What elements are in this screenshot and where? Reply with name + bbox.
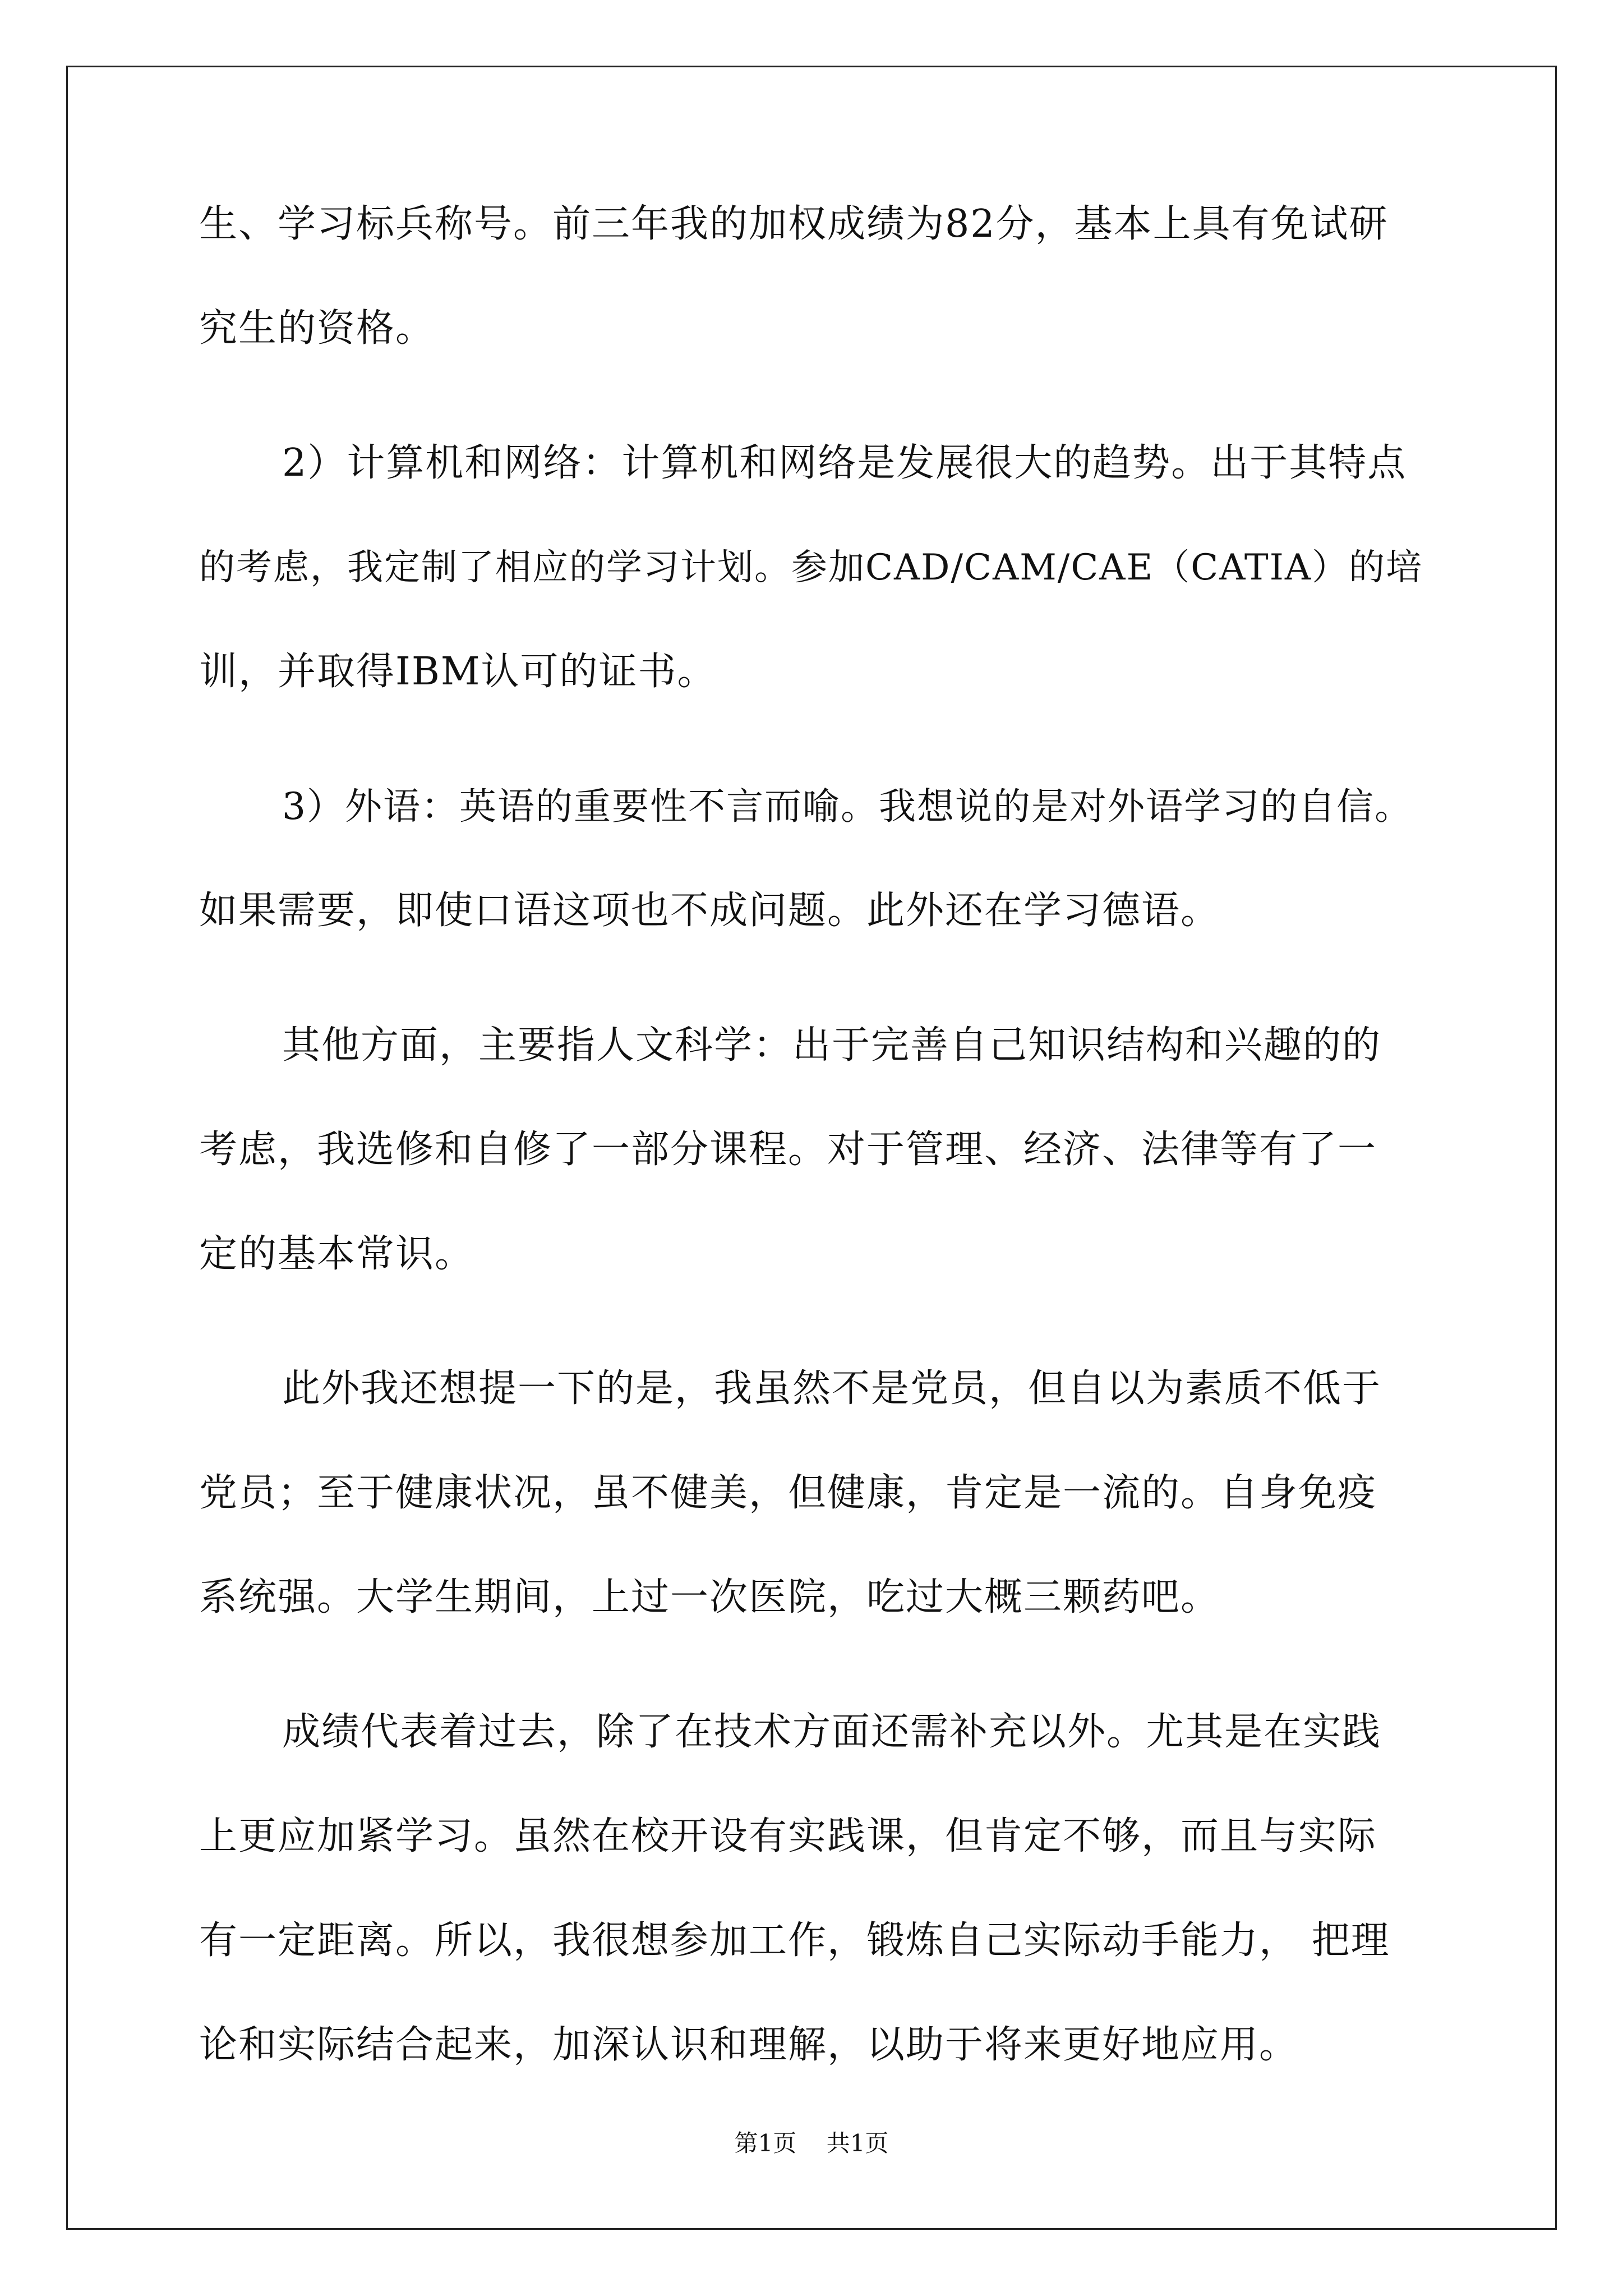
text-line: 上更应加紧学习。虽然在校开设有实践课，但肯定不够，而且与实际 — [199, 1814, 1377, 1858]
text-line: 系统强。大学生期间，上过一次医院，吃过大概三颗药吧。 — [199, 1575, 1220, 1619]
text-line: 有一定距离。所以，我很想参加工作，锻炼自己实际动手能力， 把理 — [199, 1918, 1390, 1963]
text-line: 如果需要，即使口语这项也不成问题。此外还在学习德语。 — [199, 889, 1220, 933]
text-line: 定的基本常识。 — [199, 1232, 474, 1276]
page-number: 第1页 — [734, 2129, 797, 2157]
text-line: 考虑，我选修和自修了一部分课程。对于管理、经济、法律等有了一 — [199, 1128, 1377, 1172]
text-line: 训，并取得IBM认可的证书。 — [199, 650, 717, 694]
text-line: 论和实际结合起来，加深认识和理解，以助于将来更好地应用。 — [199, 2023, 1299, 2067]
text-line: 2）计算机和网络：计算机和网络是发展很大的趋势。出于其特点 — [282, 441, 1407, 485]
text-line: 其他方面，主要指人文科学：出于完善自己知识结构和兴趣的的 — [282, 1023, 1382, 1068]
text-line: 此外我还想提一下的是，我虽然不是党员，但自以为素质不低于 — [282, 1366, 1382, 1411]
page-total: 共1页 — [826, 2129, 889, 2157]
text-line: 究生的资格。 — [199, 306, 435, 351]
text-line: 成绩代表着过去，除了在技术方面还需补充以外。尤其是在实践 — [282, 1710, 1382, 1754]
text-line: 生、学习标兵称号。前三年我的加权成绩为82分，基本上具有免试研 — [199, 202, 1389, 246]
text-line: 党员；至于健康状况，虽不健美，但健康，肯定是一流的。自身免疫 — [199, 1471, 1377, 1515]
text-line: 3）外语：英语的重要性不言而喻。我想说的是对外语学习的自信。 — [282, 785, 1413, 828]
text-line: 的考虑，我定制了相应的学习计划。参加CAD/CAM/CAE（CATIA）的培 — [199, 547, 1423, 588]
page-footer — [0, 2129, 1623, 2158]
